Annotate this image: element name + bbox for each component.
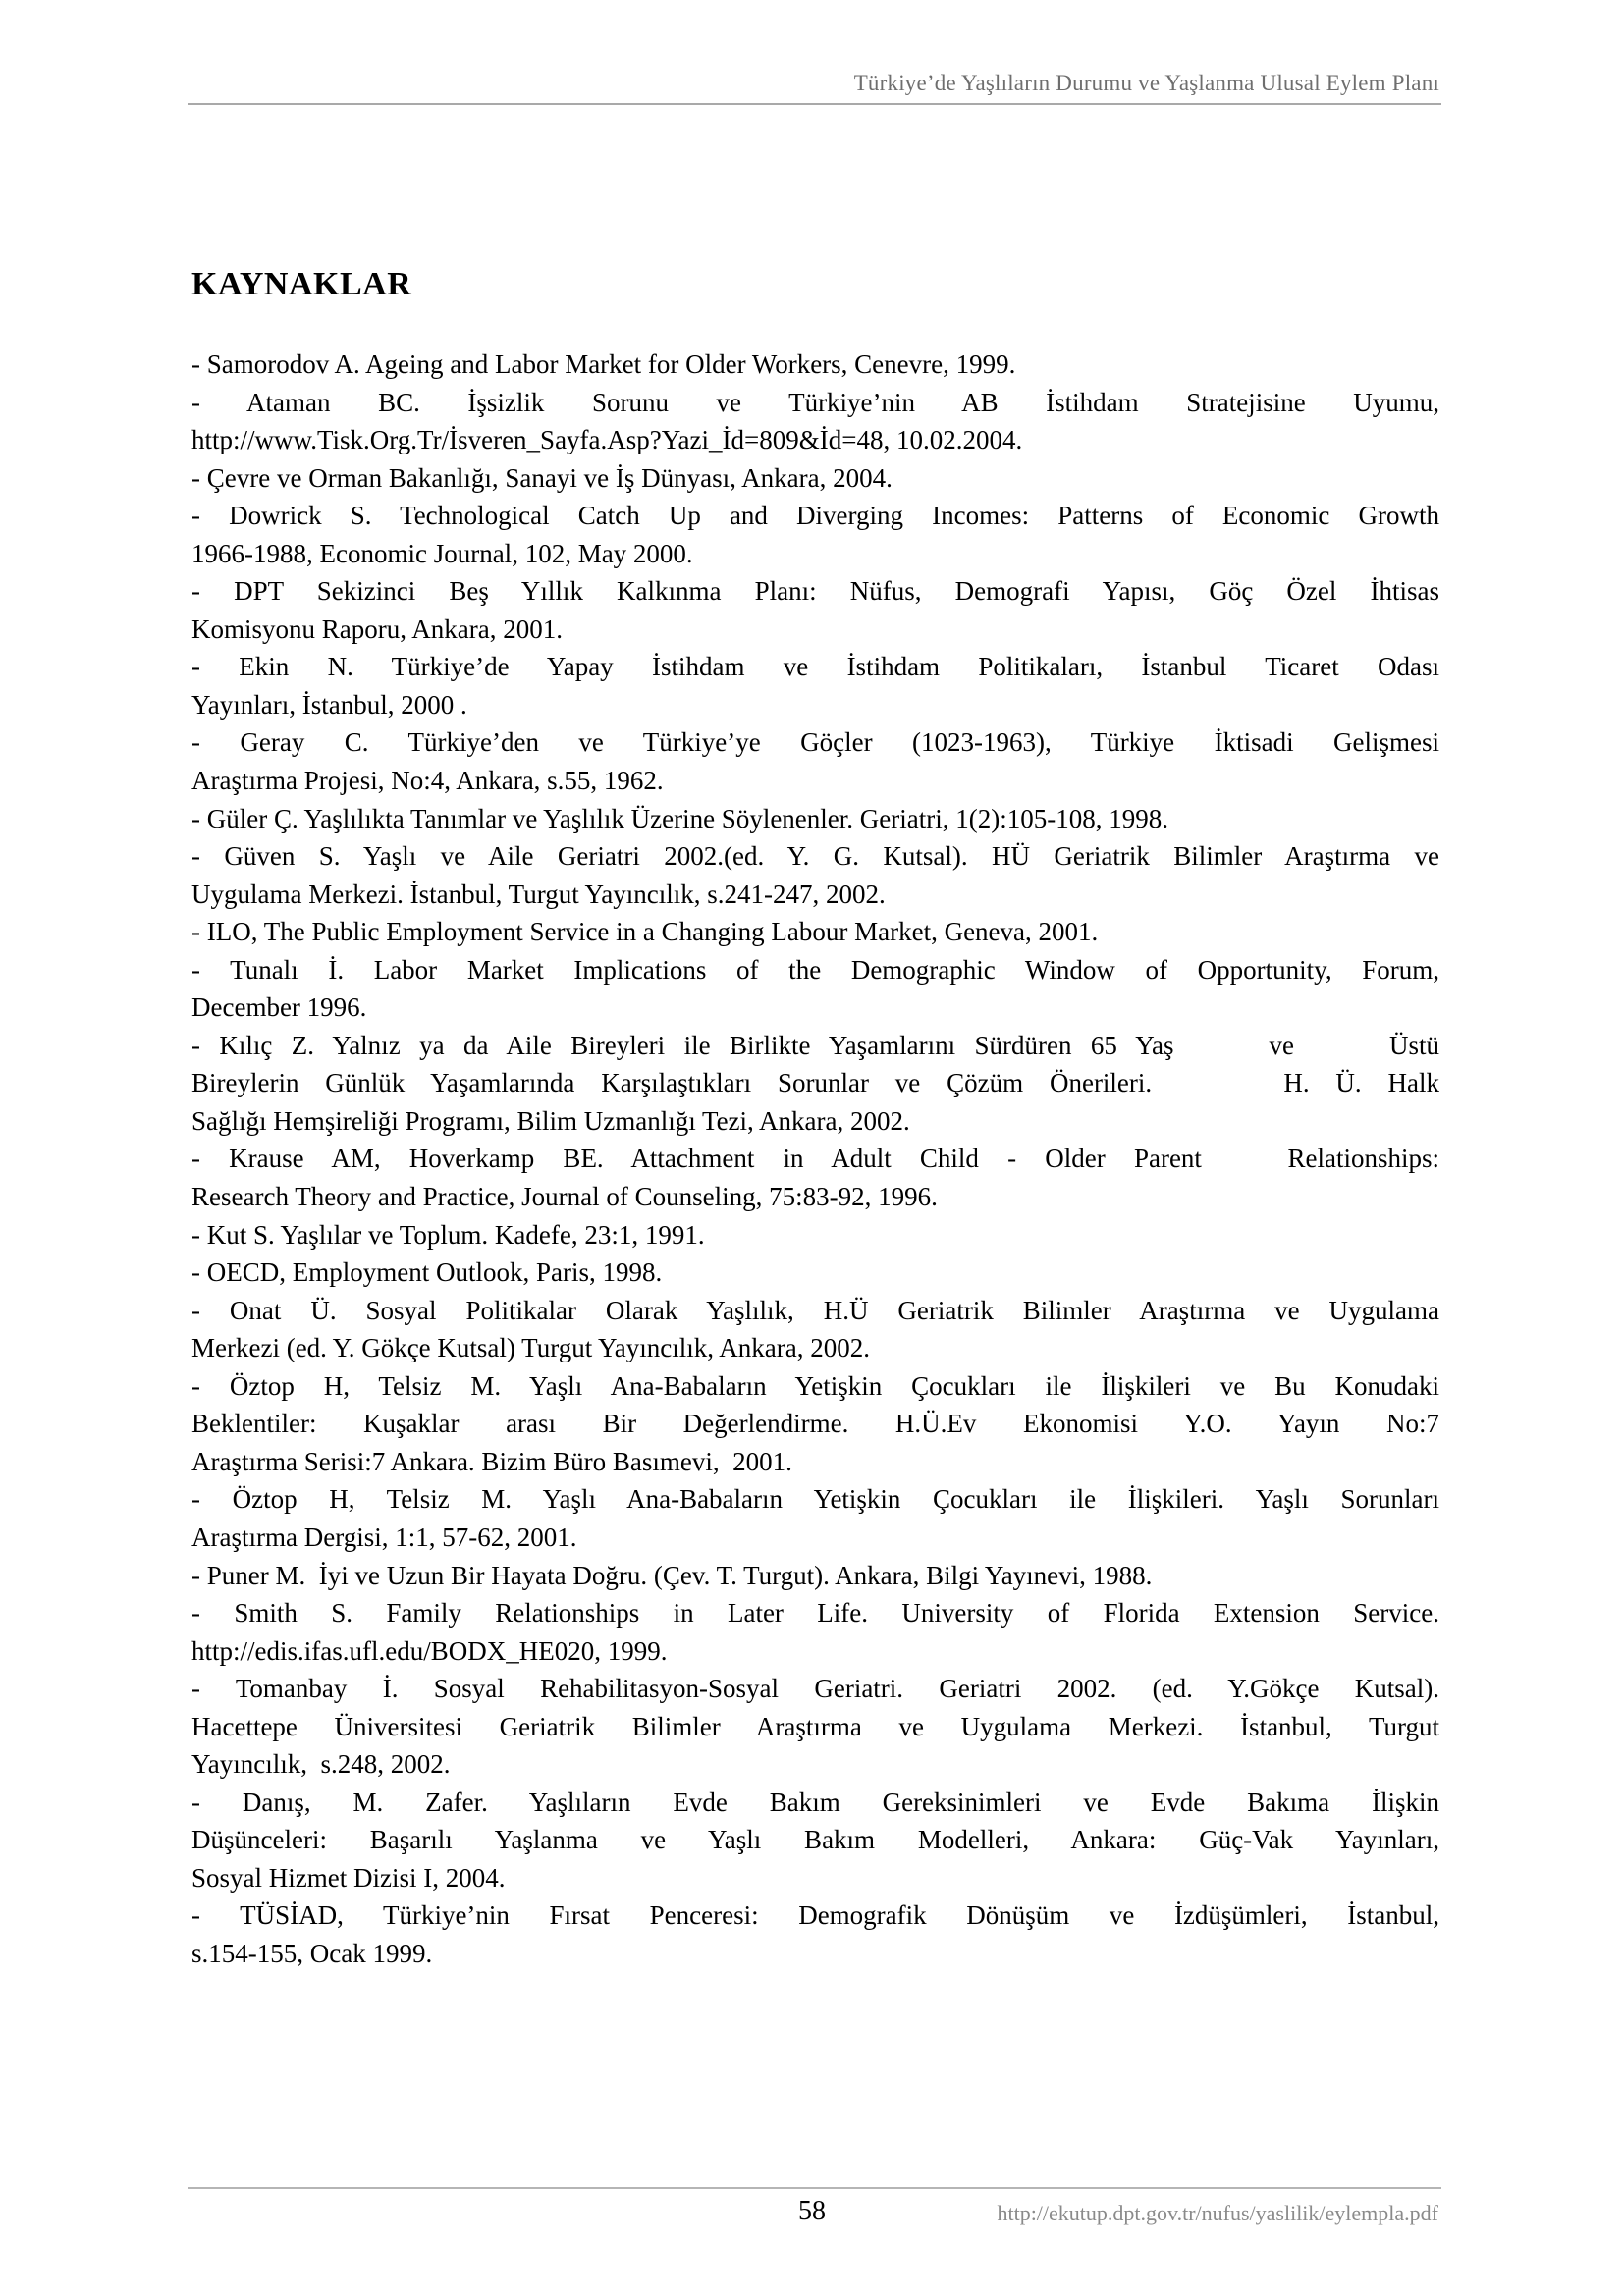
reference-item — [191, 1027, 1439, 1141]
reference-item — [191, 1594, 1439, 1670]
reference-line: Sosyal Hizmet Dizisi I, 2004. — [191, 1862, 506, 1893]
references-list — [191, 346, 1439, 1973]
reference-item — [191, 1254, 1439, 1292]
reference-line: http://www.Tisk.Org.Tr/İsveren_Sayfa.Asp?Yazi_İd=809&İd=48, 10.02.2004. — [191, 425, 1023, 455]
reference-item — [191, 497, 1439, 572]
reference-line: - Kut S. Yaşlılar ve Toplum. Kadefe, 23:1, 1991. — [191, 1219, 705, 1250]
reference-line: Komisyonu Raporu, Ankara, 2001. — [191, 614, 563, 644]
reference-line: - ILO, The Public Employment Service in a Changing Labour Market, Geneva, 2001. — [191, 917, 1099, 947]
reference-line: - Ataman BC. İşsizlik Sorunu ve Türkiye’nin AB İstihdam Stratejisine Uyumu, — [191, 387, 1439, 417]
reference-line: - Kılıç Z. Yalnız ya da Aile Bireyleri ile Birlikte Yaşamlarını Sürdüren 65 Yaş ve Üstü — [191, 1030, 1439, 1060]
reference-line: Hacettepe Üniversitesi Geriatrik Bilimler Araştırma ve Uygulama Merkezi. İstanbul, Turgut — [191, 1711, 1439, 1741]
page-title: KAYNAKLAR — [191, 266, 412, 302]
footer-url: http://ekutup.dpt.gov.tr/nufus/yaslilik/eylempla.pdf — [997, 2201, 1438, 2225]
running-header: Türkiye’de Yaşlıların Durumu ve Yaşlanma Ulusal Eylem Planı — [853, 71, 1439, 95]
reference-line: - Smith S. Family Relationships in Later Life. University of Florida Extension Service. — [191, 1598, 1439, 1629]
reference-line: - Ekin N. Türkiye’de Yapay İstihdam ve İstihdam Politikaları, İstanbul Ticaret Odası — [191, 652, 1439, 682]
reference-line: Yayınları, İstanbul, 2000 . — [191, 689, 467, 720]
reference-line: Sağlığı Hemşireliği Programı, Bilim Uzmanlığı Tezi, Ankara, 2002. — [191, 1105, 910, 1136]
reference-item — [191, 1670, 1439, 1784]
reference-item — [191, 1784, 1439, 1897]
reference-line: s.154-155, Ocak 1999. — [191, 1938, 433, 1968]
reference-line: - Öztop H, Telsiz M. Yaşlı Ana-Babaların Yetişkin Çocukları ile İlişkileri. Yaşlı Sorunları — [191, 1484, 1439, 1515]
reference-line: Uygulama Merkezi. İstanbul, Turgut Yayıncılık, s.241-247, 2002. — [191, 879, 886, 909]
reference-line: - Öztop H, Telsiz M. Yaşlı Ana-Babaların Yetişkin Çocukları ile İlişkileri ve Bu Konudaki — [191, 1370, 1439, 1401]
reference-line: - Dowrick S. Technological Catch Up and Diverging Incomes: Patterns of Economic Growth — [191, 501, 1439, 531]
reference-line: - Krause AM, Hoverkamp BE. Attachment in Adult Child - Older Parent Relationships: — [191, 1144, 1439, 1174]
reference-line: - Samorodov A. Ageing and Labor Market for Older Workers, Cenevre, 1999. — [191, 349, 1016, 379]
reference-line: http://edis.ifas.ufl.edu/BODX_HE020, 1999. — [191, 1635, 668, 1666]
reference-line: - Tunalı İ. Labor Market Implications of the Demographic Window of Opportunity, Forum, — [191, 954, 1439, 985]
reference-line: - DPT Sekizinci Beş Yıllık Kalkınma Planı: Nüfus, Demografi Yapısı, Göç Özel İhtisas — [191, 576, 1439, 607]
reference-line: - Puner M. İyi ve Uzun Bir Hayata Doğru. (Çev. T. Turgut). Ankara, Bilgi Yayınevi, 1988. — [191, 1560, 1153, 1590]
reference-line: Düşünceleri: Başarılı Yaşlanma ve Yaşlı Bakım Modelleri, Ankara: Güç-Vak Yayınları, — [191, 1825, 1439, 1855]
reference-line: - Güven S. Yaşlı ve Aile Geriatri 2002.(ed. Y. G. Kutsal). HÜ Geriatrik Bilimler Araştırma ve — [191, 841, 1439, 872]
reference-item — [191, 346, 1439, 384]
reference-item — [191, 572, 1439, 648]
reference-line: Yayıncılık, s.248, 2002. — [191, 1749, 451, 1780]
reference-item — [191, 648, 1439, 723]
reference-item — [191, 1896, 1439, 1972]
reference-line: - Danış, M. Zafer. Yaşlıların Evde Bakım Gereksinimleri ve Evde Bakıma İlişkin — [191, 1787, 1439, 1817]
reference-line: - Güler Ç. Yaşlılıkta Tanımlar ve Yaşlılık Üzerine Söylenenler. Geriatri, 1(2):105-108, 1998. — [191, 803, 1168, 833]
reference-item — [191, 913, 1439, 951]
reference-line: Beklentiler: Kuşaklar arası Bir Değerlendirme. H.Ü.Ev Ekonomisi Y.O. Yayın No:7 — [191, 1409, 1439, 1439]
reference-line: Merkezi (ed. Y. Gökçe Kutsal) Turgut Yayıncılık, Ankara, 2002. — [191, 1333, 870, 1363]
reference-item — [191, 459, 1439, 498]
reference-item — [191, 800, 1439, 838]
reference-line: - Onat Ü. Sosyal Politikalar Olarak Yaşlılık, H.Ü Geriatrik Bilimler Araştırma ve Uygulama — [191, 1295, 1439, 1325]
reference-item — [191, 1216, 1439, 1255]
page-number: 58 — [798, 2196, 826, 2226]
reference-line: Araştırma Serisi:7 Ankara. Bizim Büro Basımevi, 2001. — [191, 1446, 792, 1476]
reference-line: - Tomanbay İ. Sosyal Rehabilitasyon-Sosyal Geriatri. Geriatri 2002. (ed. Y.Gökçe Kutsal). — [191, 1674, 1439, 1704]
reference-item — [191, 1480, 1439, 1556]
reference-line: 1966-1988, Economic Journal, 102, May 2000. — [191, 538, 693, 568]
reference-line: - Geray C. Türkiye’den ve Türkiye’ye Göçler (1023-1963), Türkiye İktisadi Gelişmesi — [191, 727, 1439, 758]
reference-line: Bireylerin Günlük Yaşamlarında Karşılaştıkları Sorunlar ve Çözüm Önerileri. H. Ü. Halk — [191, 1068, 1439, 1098]
reference-item — [191, 1367, 1439, 1481]
reference-item — [191, 1140, 1439, 1215]
reference-line: Araştırma Dergisi, 1:1, 57-62, 2001. — [191, 1522, 577, 1552]
reference-item — [191, 723, 1439, 799]
footer-rule — [188, 2187, 1441, 2189]
reference-item — [191, 1292, 1439, 1367]
reference-item — [191, 384, 1439, 459]
reference-line: - Çevre ve Orman Bakanlığı, Sanayi ve İş Dünyası, Ankara, 2004. — [191, 462, 893, 493]
reference-item — [191, 1557, 1439, 1595]
reference-item — [191, 837, 1439, 913]
reference-item — [191, 951, 1439, 1027]
reference-line: - OECD, Employment Outlook, Paris, 1998. — [191, 1257, 663, 1288]
reference-line: December 1996. — [191, 992, 367, 1023]
header-rule — [188, 103, 1441, 105]
reference-line: Research Theory and Practice, Journal of Counseling, 75:83-92, 1996. — [191, 1182, 938, 1212]
reference-line: Araştırma Projesi, No:4, Ankara, s.55, 1962. — [191, 766, 664, 796]
reference-line: - TÜSİAD, Türkiye’nin Fırsat Penceresi: Demografik Dönüşüm ve İzdüşümleri, İstanbul, — [191, 1900, 1439, 1931]
